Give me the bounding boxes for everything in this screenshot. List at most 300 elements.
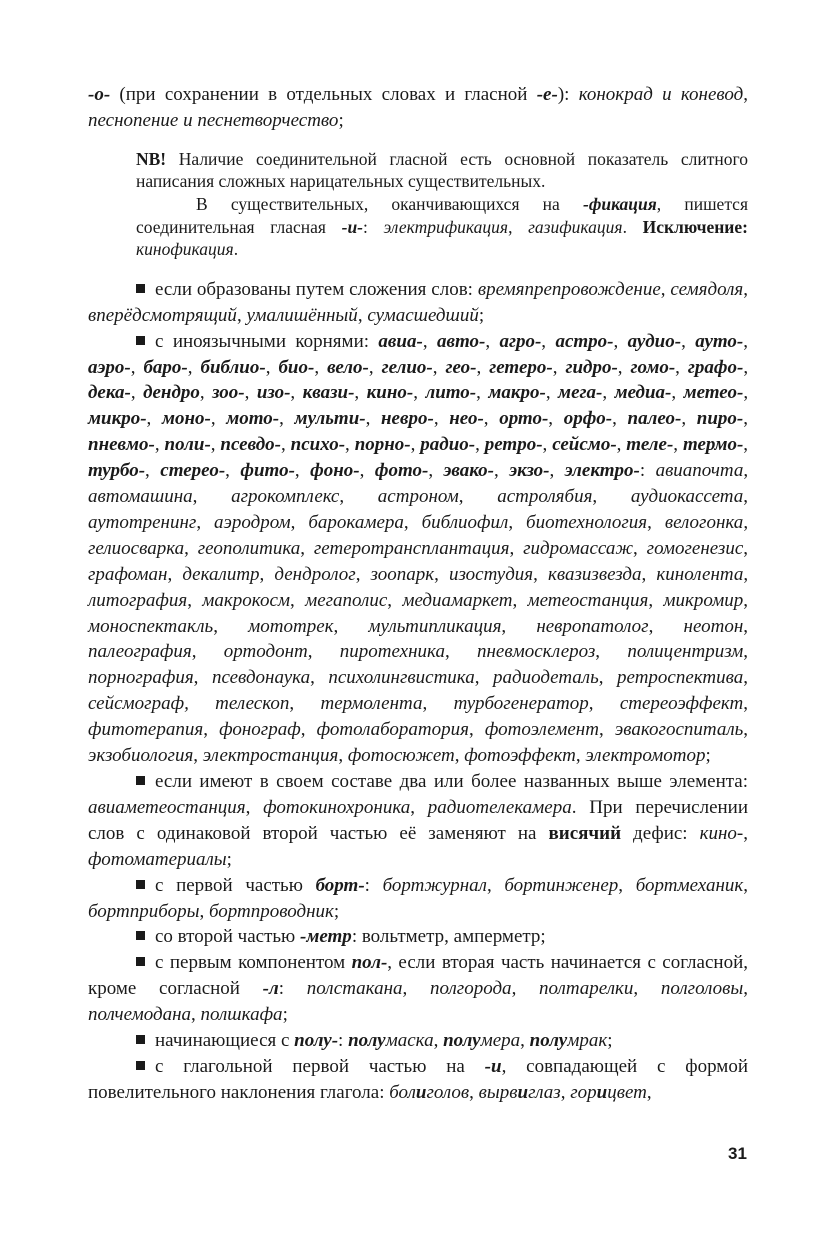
text-segment: медиа-: [614, 382, 672, 404]
text-segment: палео-: [627, 408, 682, 430]
text-segment: газификация: [528, 216, 623, 237]
text-segment: В существительных, оканчивающихся на: [196, 194, 584, 214]
text-segment: пиро-: [696, 408, 744, 430]
text-segment: ,: [145, 460, 161, 482]
text-segment: ,: [236, 304, 247, 326]
text-segment: и: [517, 1081, 529, 1103]
text-segment: ,: [280, 434, 291, 456]
text-segment: дендро: [143, 382, 200, 404]
text-segment: астроном: [377, 486, 459, 508]
text-segment: ,: [743, 978, 749, 1000]
text-segment: фитотерапия: [88, 719, 204, 741]
text-segment: фотолаборатория: [316, 719, 469, 741]
text-segment: фотоматериалы: [88, 848, 227, 870]
text-segment: ,: [289, 693, 321, 715]
text-segment: бортмеханик: [635, 874, 744, 896]
text-segment: псевдонаука: [211, 667, 311, 689]
text-segment: ,: [743, 719, 749, 741]
text-segment: аэро-: [88, 356, 131, 378]
text-segment: ,: [509, 537, 524, 559]
text-segment: гетеро-: [489, 356, 553, 378]
text-segment: ,: [245, 796, 264, 818]
text-segment: ,: [357, 304, 368, 326]
text-segment: -е-: [536, 84, 558, 105]
text-segment: ,: [290, 511, 309, 533]
text-segment: фито-: [240, 460, 295, 482]
text-segment: ,: [548, 408, 564, 430]
text-segment: ,: [743, 822, 748, 844]
text-segment: баро-: [143, 356, 188, 378]
list-item: [88, 1028, 748, 1054]
text-segment: полу: [348, 1030, 386, 1052]
bullet-square-icon: [136, 931, 145, 940]
bullet-square-icon: [136, 336, 145, 345]
text-segment: ;: [338, 109, 344, 131]
text-segment: гидро-: [565, 356, 618, 378]
text-segment: ,: [476, 382, 489, 404]
text-segment: с первой частью: [155, 874, 316, 896]
text-segment: и: [596, 1081, 608, 1103]
text-segment: ,: [486, 874, 505, 896]
bullet-square-icon: [136, 776, 145, 785]
text-segment: аудио-: [627, 330, 682, 352]
text-segment: гидромассаж: [523, 537, 634, 559]
text-segment: эвако-: [443, 460, 495, 482]
text-segment: ,: [512, 589, 528, 611]
text-segment: авиа-: [378, 330, 423, 352]
text-segment: электростанция: [202, 745, 339, 767]
text-segment: .: [622, 216, 643, 237]
text-segment: с иноязычными корнями:: [155, 330, 379, 352]
text-segment: ретро-: [484, 434, 543, 456]
text-segment: ,: [648, 589, 664, 611]
text-segment: ,: [193, 745, 203, 767]
text-segment: ,: [368, 356, 382, 378]
text-segment: . При перечислении слов с одинаковой второй частью её заменяют на: [88, 796, 749, 844]
text-segment: мульти-: [294, 408, 366, 430]
text-segment: изо-: [256, 382, 291, 404]
text-segment: борт-: [315, 874, 365, 896]
text-segment: пневмо-: [88, 434, 155, 456]
text-segment: ,: [483, 408, 500, 430]
text-segment: голов: [426, 1081, 470, 1103]
text-segment: неотон: [683, 615, 744, 637]
text-segment: ,: [598, 667, 618, 689]
text-segment: ,: [743, 511, 749, 533]
text-segment: авто-: [436, 330, 486, 352]
text-segment: астро-: [555, 330, 614, 352]
list-item: [88, 277, 748, 329]
text-segment: -метр: [300, 926, 352, 948]
text-segment: бортжурнал: [382, 874, 487, 896]
text-segment: если образованы путем сложения слов:: [155, 278, 478, 300]
text-segment: гео-: [445, 356, 477, 378]
text-segment: моно-: [161, 408, 211, 430]
text-segment: ,: [199, 900, 209, 922]
text-segment: палеография: [88, 641, 192, 663]
text-segment: с первым компонентом: [155, 952, 352, 974]
text-segment: ,: [432, 356, 446, 378]
text-segment: пиротехника: [339, 641, 445, 663]
text-segment: невропатолог: [536, 615, 649, 637]
text-segment: ,: [434, 563, 449, 585]
text-segment: геополитика: [197, 537, 301, 559]
text-segment: биотехнология: [526, 511, 648, 533]
text-segment: теле-: [626, 434, 674, 456]
text-segment: ,: [458, 486, 498, 508]
text-segment: пневмосклероз: [477, 641, 596, 663]
text-segment: порнография: [88, 667, 194, 689]
list-item: [88, 924, 748, 950]
text-segment: сумасшедший: [367, 304, 479, 326]
text-segment: гор: [570, 1081, 597, 1103]
text-segment: ,: [225, 460, 241, 482]
text-segment: сейсмограф, телескоп: [88, 693, 290, 715]
text-segment: ,: [410, 796, 428, 818]
text-segment: Наличие соединительной гласной есть основной показатель слитного написания сложных нарицательных существительных.: [136, 148, 748, 192]
text-segment: полу: [529, 1030, 568, 1052]
text-segment: изостудия: [448, 563, 534, 585]
text-segment: ,: [660, 278, 671, 300]
list-item: [88, 950, 748, 1028]
text-segment: ;: [333, 900, 340, 922]
text-segment: квази-: [302, 382, 355, 404]
text-segment: ,: [598, 719, 615, 741]
text-segment: ,: [294, 460, 311, 482]
text-segment: ,: [300, 719, 317, 741]
text-segment: ,: [355, 563, 371, 585]
text-segment: моноспектакль: [88, 615, 214, 637]
text-segment: ,: [681, 330, 696, 352]
text-segment: ,: [476, 356, 490, 378]
text-segment: ,: [743, 408, 748, 430]
text-segment: ,: [300, 537, 314, 559]
list-item: [88, 1054, 748, 1106]
text-segment: психо-: [290, 434, 346, 456]
text-segment: ,: [633, 978, 661, 1000]
text-segment: -фикация: [583, 194, 657, 214]
text-segment: ,: [191, 1004, 201, 1026]
text-segment: ,: [365, 408, 381, 430]
text-segment: ,: [475, 434, 485, 456]
text-segment: полтарелки: [539, 978, 634, 1000]
text-segment: глаз: [528, 1081, 561, 1103]
text-segment: (при сохранении в отдельных словах и гласной: [110, 84, 537, 105]
text-segment: :: [278, 978, 307, 1000]
text-segment: ,: [359, 460, 375, 482]
text-segment: ,: [279, 408, 295, 430]
text-segment: ,: [533, 563, 548, 585]
intro-paragraphs: [88, 82, 748, 134]
text-segment: турбо-: [88, 460, 146, 482]
list-item: [88, 329, 748, 769]
text-segment: ,: [520, 1030, 530, 1052]
text-segment: ,: [545, 382, 559, 404]
text-segment: ,: [402, 978, 430, 1000]
text-segment: фотоэффект: [464, 745, 576, 767]
text-segment: фонограф: [219, 719, 301, 741]
text-segment: ,: [413, 382, 426, 404]
text-segment: гелио-: [381, 356, 433, 378]
bullet-square-icon: [136, 880, 145, 889]
text-segment: ,: [743, 356, 749, 378]
text-segment: -и: [484, 1055, 502, 1077]
text-segment: ,: [743, 641, 749, 663]
text-segment: фотоэлемент: [484, 719, 599, 741]
text-segment: ,: [310, 667, 329, 689]
text-segment: ортодонт: [223, 641, 308, 663]
text-segment: порно-: [354, 434, 411, 456]
text-segment: дека-: [88, 382, 131, 404]
text-segment: ,: [743, 84, 748, 105]
text-segment: и: [415, 1081, 427, 1103]
text-segment: лито-: [425, 382, 477, 404]
text-segment: ,: [618, 874, 636, 896]
text-segment: нео-: [449, 408, 484, 430]
text-segment: ,: [428, 460, 444, 482]
text-segment: аутотренинг: [88, 511, 197, 533]
text-segment: ,: [469, 1081, 479, 1103]
list-item: [88, 873, 748, 925]
text-segment: ,: [743, 460, 749, 482]
nb-paragraph: [136, 193, 748, 261]
text-segment: :: [364, 874, 383, 896]
text-segment: ,: [187, 356, 201, 378]
text-segment: мера: [480, 1030, 521, 1052]
text-segment: электро-: [564, 460, 640, 482]
text-segment: эвакогоспиталь: [614, 719, 744, 741]
text-segment: ,: [671, 382, 684, 404]
bullet-square-icon: [136, 1035, 145, 1044]
text-segment: полстакана: [306, 978, 403, 1000]
text-segment: фотокинохроника: [263, 796, 411, 818]
text-segment: макро-: [488, 382, 546, 404]
text-segment: ):: [557, 84, 579, 105]
text-segment: , пишется соединительная гласная: [136, 194, 748, 237]
text-segment: бортпроводник: [208, 900, 334, 922]
text-segment: -и-: [341, 216, 364, 237]
text-segment: :: [639, 460, 656, 482]
text-segment: метеостанция: [527, 589, 649, 611]
text-segment: ;: [705, 745, 711, 767]
text-segment: ,: [203, 719, 220, 741]
text-segment: ,: [184, 537, 198, 559]
text-segment: термолента: [320, 693, 423, 715]
text-segment: гетеротрансплантация: [313, 537, 510, 559]
text-segment: ,: [422, 330, 437, 352]
text-segment: ;: [282, 1004, 288, 1026]
text-segment: ,: [290, 589, 306, 611]
text-segment: ,: [339, 486, 378, 508]
text-segment: ,: [199, 382, 213, 404]
text-segment: ,: [307, 641, 340, 663]
text-segment: ,: [541, 330, 556, 352]
text-segment: ;: [478, 304, 485, 326]
text-segment: электрификация: [383, 216, 509, 237]
text-segment: дендролог: [274, 563, 356, 585]
text-segment: ,: [354, 382, 367, 404]
text-segment: ,: [167, 563, 183, 585]
text-segment: ,: [595, 641, 628, 663]
text-segment: орто-: [499, 408, 549, 430]
text-segment: аудиокассета: [630, 486, 744, 508]
text-segment: .: [233, 239, 239, 260]
bullet-square-icon: [136, 1061, 145, 1070]
text-segment: вырв: [478, 1081, 518, 1103]
text-segment: ,: [646, 1081, 652, 1103]
text-segment: микромир: [663, 589, 744, 611]
text-segment: ,: [410, 434, 421, 456]
text-segment: ,: [213, 615, 249, 637]
text-segment: :: [363, 216, 384, 237]
text-segment: ,: [259, 563, 275, 585]
text-segment: зоо-: [212, 382, 245, 404]
text-segment: ;: [226, 848, 232, 870]
text-segment: поли-: [164, 434, 211, 456]
text-segment: псевдо-: [220, 434, 281, 456]
text-segment: ,: [549, 460, 565, 482]
text-segment: квазизвезда: [548, 563, 642, 585]
text-segment: ,: [345, 434, 355, 456]
bullet-square-icon: [136, 284, 145, 293]
text-segment: графо-: [687, 356, 744, 378]
text-segment: фотосюжет: [347, 745, 455, 767]
text-segment: ,: [454, 745, 465, 767]
text-segment: мото-: [226, 408, 280, 430]
text-segment: полчемодана: [88, 1004, 191, 1026]
text-segment: , если вторая часть начинается с согласной, кроме согласной: [88, 952, 748, 1000]
text-segment: мототрек: [248, 615, 334, 637]
text-segment: экзобиология: [88, 745, 194, 767]
page-number: 31: [728, 1144, 747, 1163]
rule-list: [88, 277, 748, 1106]
text-segment: сейсмо-: [552, 434, 617, 456]
text-segment: ,: [130, 356, 144, 378]
text-segment: ,: [193, 667, 212, 689]
bullet-square-icon: [136, 957, 145, 966]
text-segment: стерео-: [160, 460, 226, 482]
text-segment: времяпрепровождение: [477, 278, 661, 300]
text-segment: кино-: [699, 822, 744, 844]
text-segment: фоно-: [310, 460, 360, 482]
text-segment: полшкафа: [200, 1004, 283, 1026]
text-segment: ауто-: [695, 330, 744, 352]
text-segment: ,: [552, 356, 566, 378]
text-segment: с глагольной первой частью на: [155, 1055, 485, 1077]
text-segment: зоопарк: [370, 563, 435, 585]
text-segment: декалитр: [182, 563, 260, 585]
text-segment: ,: [508, 511, 527, 533]
paragraph: [88, 82, 748, 134]
text-segment: -л: [262, 978, 279, 1000]
text-segment: экзо-: [509, 460, 550, 482]
text-segment: библио-: [200, 356, 266, 378]
text-segment: автомашина: [88, 486, 193, 508]
text-segment: песнопение и песнетворчество: [88, 109, 339, 131]
text-segment: агрокомплекс: [231, 486, 340, 508]
text-segment: гомо-: [630, 356, 676, 378]
text-segment: радиотелекамера: [427, 796, 572, 818]
text-segment: вперёдсмотрящий: [88, 304, 237, 326]
text-segment: астролябия: [497, 486, 593, 508]
text-segment: полицентризм: [627, 641, 744, 663]
text-segment: психолингвистика: [328, 667, 475, 689]
text-segment: полгорода: [429, 978, 512, 1000]
text-segment: ,: [743, 278, 748, 300]
text-segment: ,: [511, 978, 540, 1000]
text-segment: ,: [422, 693, 454, 715]
text-segment: Исключение:: [642, 216, 748, 237]
text-segment: ,: [588, 693, 620, 715]
text-segment: био-: [278, 356, 315, 378]
text-segment: агро-: [499, 330, 542, 352]
text-segment: ,: [387, 589, 403, 611]
text-segment: библиофил: [421, 511, 509, 533]
text-segment: ,: [675, 356, 688, 378]
text-segment: медиамаркет: [402, 589, 513, 611]
text-segment: термо-: [682, 434, 744, 456]
text-segment: ,: [501, 615, 537, 637]
text-segment: ,: [244, 382, 257, 404]
text-segment: ,: [743, 667, 749, 689]
text-segment: ,: [616, 434, 627, 456]
text-segment: орфо-: [563, 408, 613, 430]
nb-note-block: [136, 148, 748, 261]
text-segment: ,: [743, 874, 749, 896]
text-segment: конокрад и коневод: [578, 84, 744, 105]
text-segment: ,: [333, 615, 369, 637]
text-segment: барокамера: [308, 511, 404, 533]
text-segment: ,: [647, 511, 665, 533]
text-segment: радио-: [420, 434, 476, 456]
text-segment: ,: [648, 615, 684, 637]
text-segment: ,: [469, 719, 485, 741]
text-segment: со второй частью: [155, 926, 300, 948]
text-segment: -о-: [88, 84, 111, 105]
text-segment: микро-: [88, 408, 147, 430]
text-segment: ,: [613, 330, 628, 352]
text-segment: ,: [210, 434, 221, 456]
text-segment: ,: [743, 330, 749, 352]
text-segment: :: [338, 1030, 349, 1052]
text-segment: маска: [385, 1030, 434, 1052]
text-segment: ,: [433, 408, 450, 430]
text-segment: ,: [191, 641, 224, 663]
text-segment: ,: [403, 511, 422, 533]
text-segment: ,: [433, 1030, 444, 1052]
text-segment: начинающиеся с: [155, 1030, 295, 1052]
text-segment: : вольтметр, амперметр;: [351, 926, 546, 948]
text-segment: радиодеталь: [492, 667, 599, 689]
text-segment: кино-: [366, 382, 414, 404]
text-segment: ,: [444, 641, 477, 663]
text-segment: ,: [743, 563, 749, 585]
text-segment: ,: [743, 615, 749, 637]
text-segment: ,: [265, 356, 279, 378]
text-segment: ,: [130, 382, 144, 404]
text-segment: невро-: [381, 408, 434, 430]
text-segment: кинолента: [656, 563, 744, 585]
text-segment: турбогенератор: [453, 693, 589, 715]
text-segment: ,: [485, 330, 500, 352]
text-segment: ретроспектива: [617, 667, 744, 689]
text-segment: авиаметеостанция: [88, 796, 246, 818]
text-segment: ,: [146, 408, 162, 430]
text-segment: ,: [633, 537, 647, 559]
text-segment: пол-: [351, 952, 388, 974]
text-segment: ,: [187, 589, 203, 611]
text-segment: ,: [612, 408, 628, 430]
